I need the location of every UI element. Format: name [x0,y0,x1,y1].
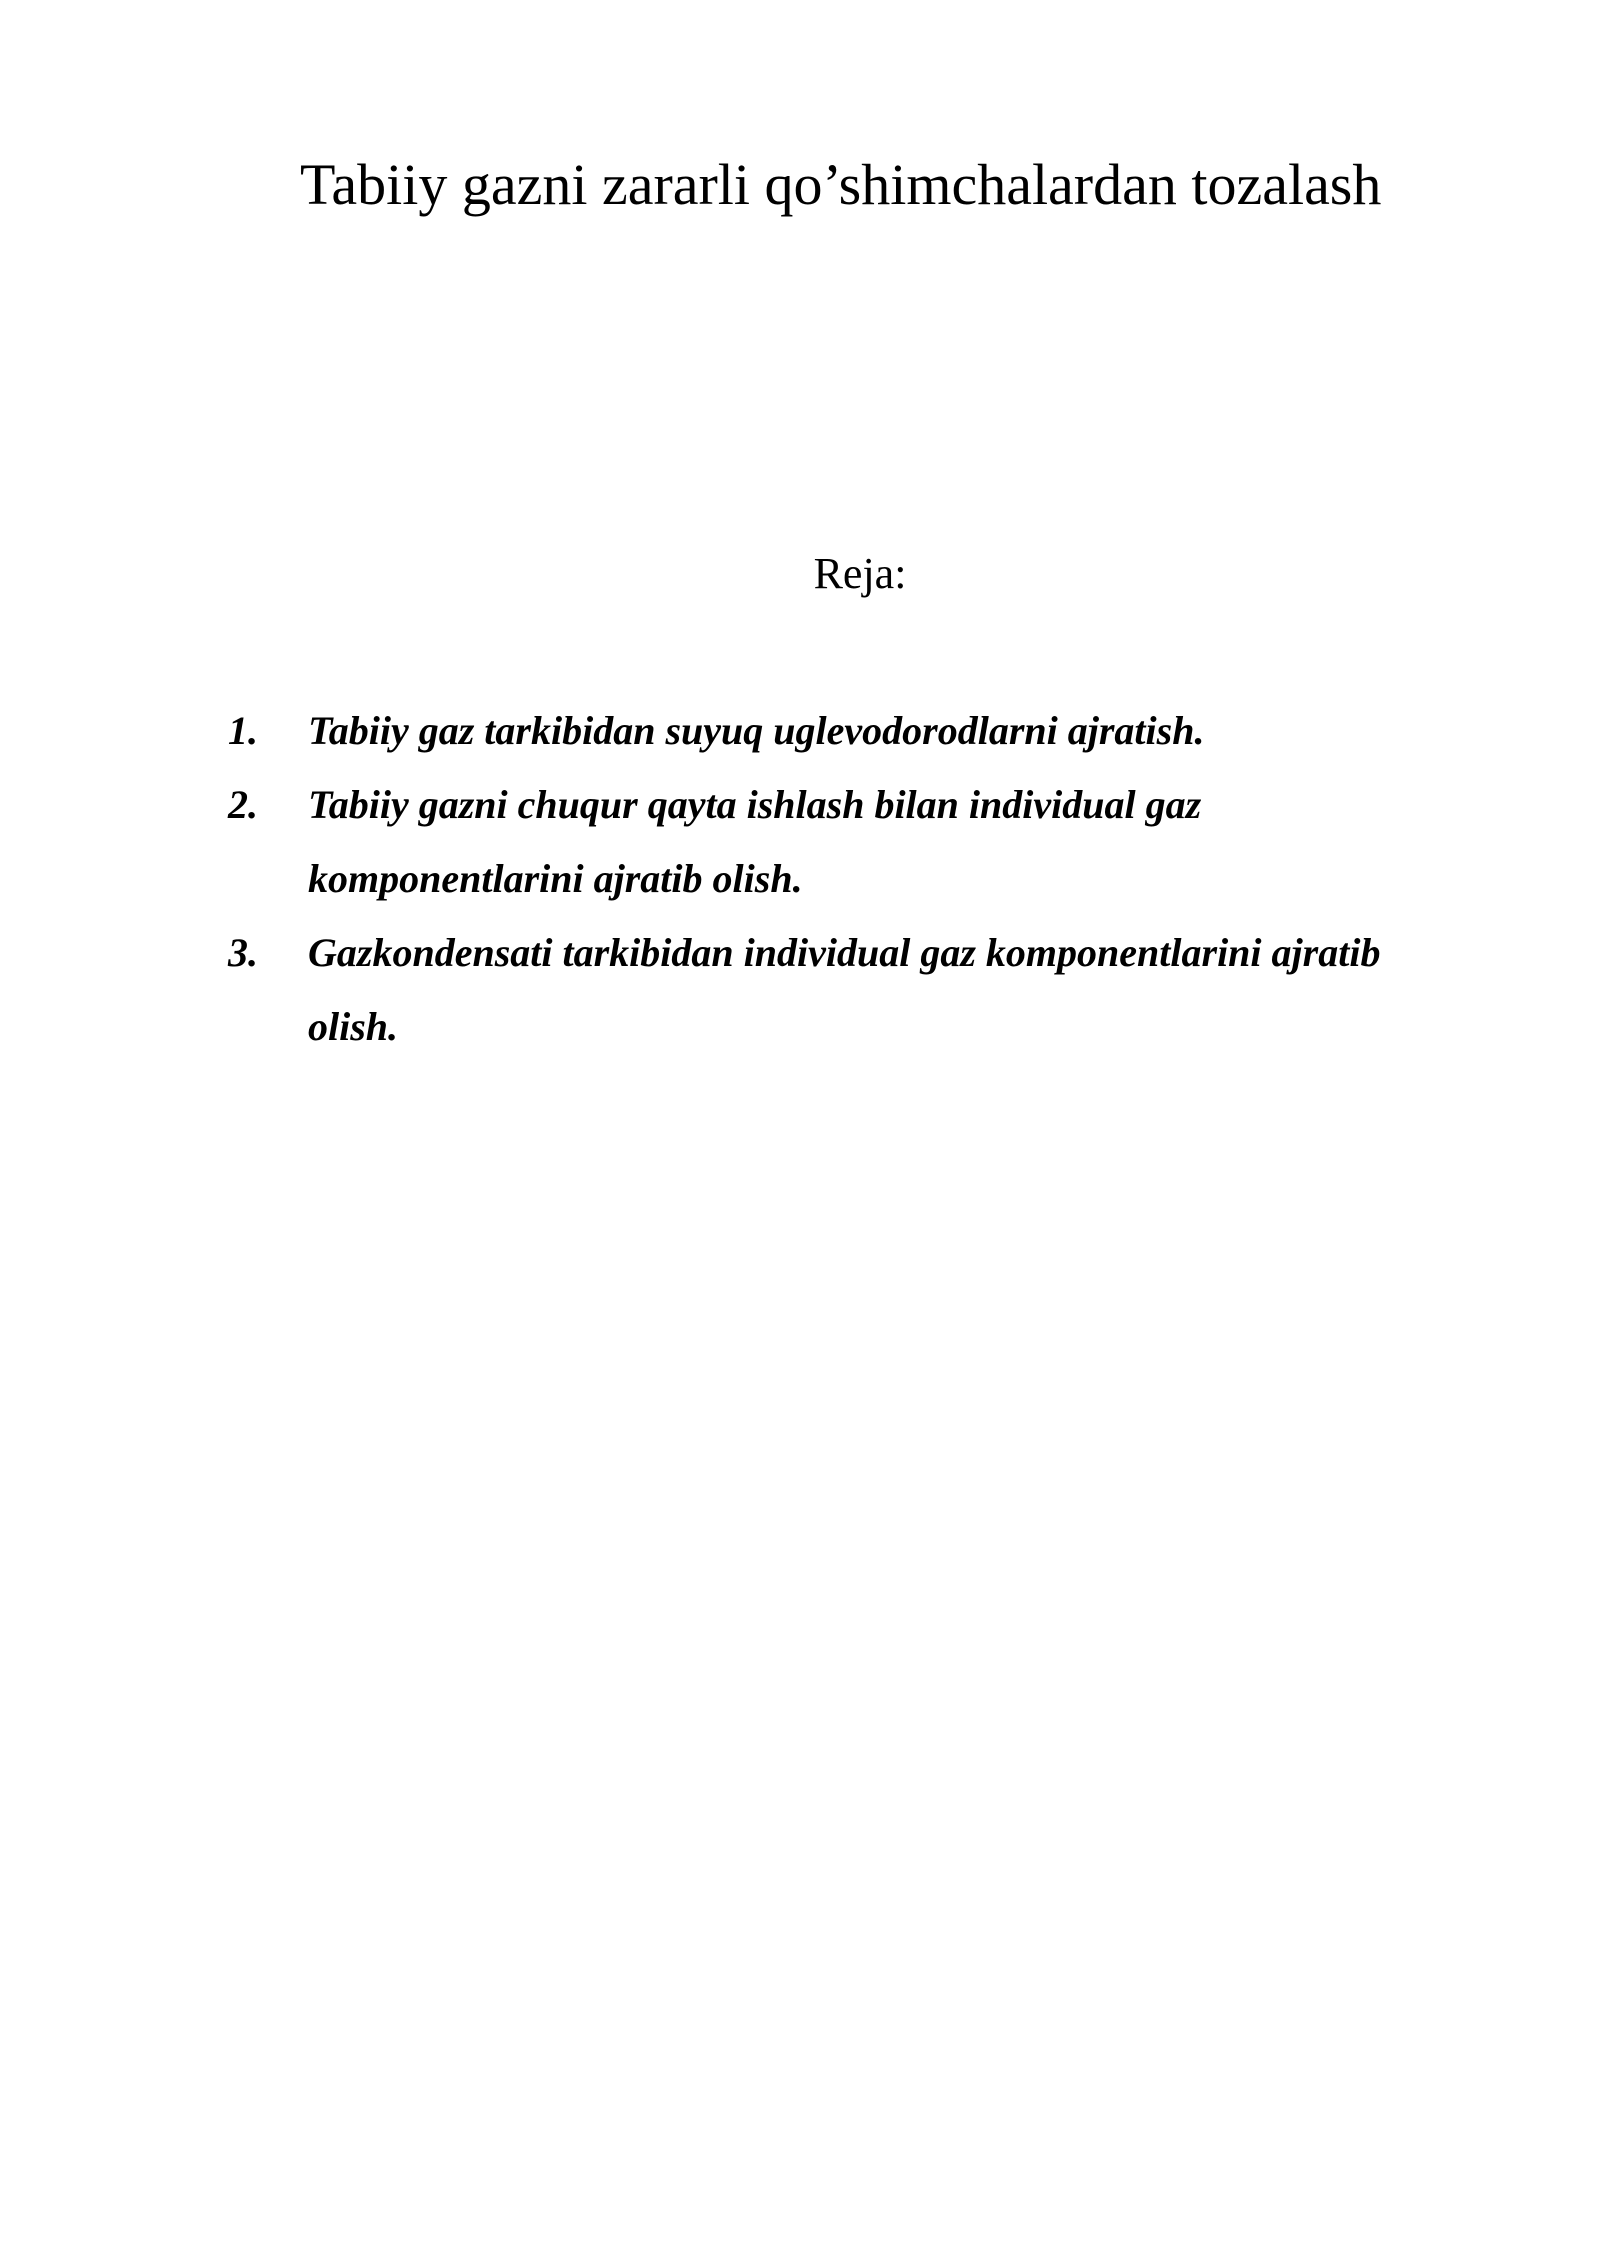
plan-list [228,694,1458,1064]
plan-item [228,694,1458,768]
plan-item-text: Tabiiy gaz tarkibidan suyuq uglevodorodlarni ajratish. [308,708,1205,753]
plan-item-number: 3. [228,930,258,975]
plan-item [228,916,1458,1064]
plan-item-text: Gazkondensati tarkibidan individual gaz komponentlarini ajratib olish. [308,930,1381,1049]
plan-item-number: 2. [228,782,258,827]
plan-heading: Reja: [813,549,907,598]
plan-item [228,768,1458,916]
document-title: Tabiiy gazni zararli qo’shimchalardan tozalash [300,152,1382,217]
plan-item-number: 1. [228,708,258,753]
plan-item-text: Tabiiy gazni chuqur qayta ishlash bilan individual gaz komponentlarini ajratib olish. [308,782,1202,901]
